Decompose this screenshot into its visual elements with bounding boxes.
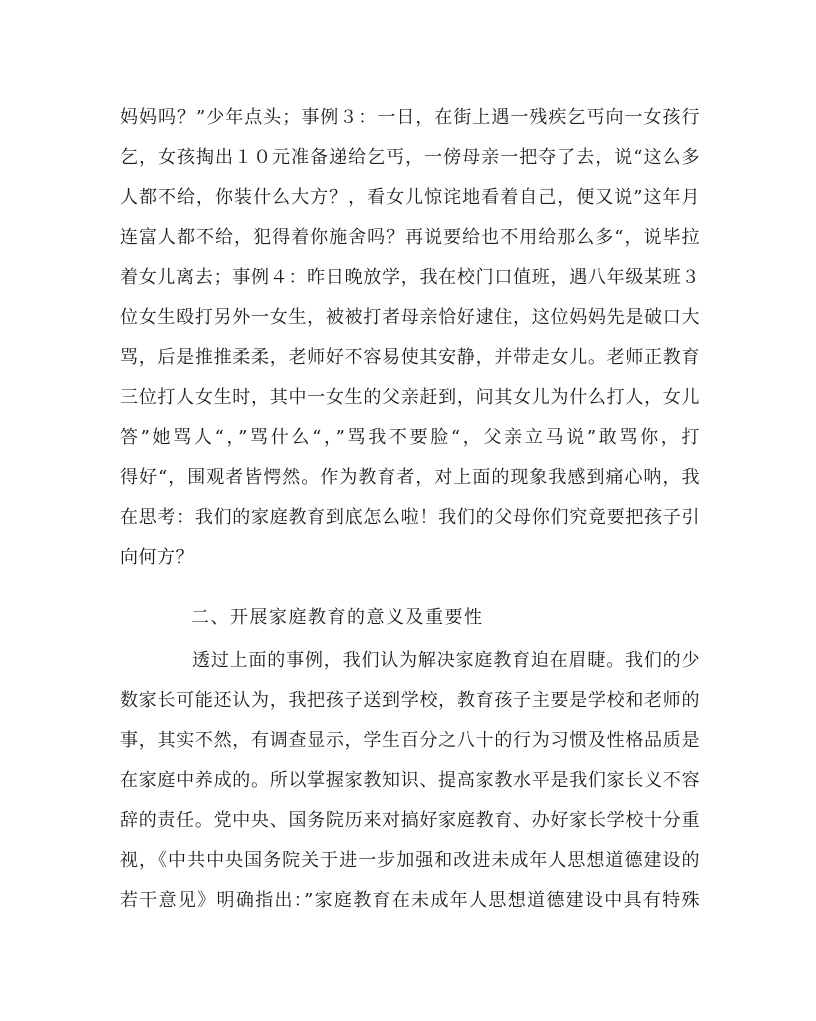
paragraph-1-line-9: 答”她骂人“，”骂什么“，”骂我不要脸“，父亲立马说”敢骂你，打	[120, 427, 700, 448]
paragraph-1-line-6: 位女生殴打另外一女生，被被打者母亲恰好逮住，这位妈妈先是破口大	[120, 307, 700, 328]
paragraph-1-line-11: 在思考：我们的家庭教育到底怎么啦！我们的父母你们究竟要把孩子引	[120, 507, 700, 528]
paragraph-2-line-3: 事，其实不然，有调查显示，学生百分之八十的行为习惯及性格品质是	[120, 730, 700, 751]
paragraph-1-line-4: 连富人都不给，犯得着你施舍吗？再说要给也不用给那么多“，说毕拉	[120, 227, 700, 248]
paragraph-1-line-12: 向何方？	[120, 547, 194, 568]
section-heading: 二、开展家庭教育的意义及重要性	[191, 607, 484, 628]
paragraph-2-line-1: 透过上面的事例，我们认为解决家庭教育迫在眉睫。我们的少	[192, 650, 700, 671]
paragraph-2-line-7: 若干意见》明确指出：”家庭教育在未成年人思想道德建设中具有特殊	[120, 890, 700, 911]
paragraph-1-line-3: 人都不给，你装什么大方？，看女儿惊诧地看着自己，便又说”这年月	[120, 187, 700, 208]
paragraph-2-line-6: 视，《中共中央国务院关于进一步加强和改进未成年人思想道德建设的	[120, 850, 700, 871]
paragraph-2-line-2: 数家长可能还认为，我把孩子送到学校，教育孩子主要是学校和老师的	[120, 690, 700, 711]
paragraph-1-line-7: 骂，后是推推柔柔，老师好不容易使其安静，并带走女儿。老师正教育	[120, 347, 700, 368]
paragraph-1-line-8: 三位打人女生时，其中一女生的父亲赶到，问其女儿为什么打人，女儿	[120, 387, 700, 408]
paragraph-1-line-1: 妈妈吗？”少年点头；事例３：一日，在街上遇一残疾乞丐向一女孩行	[120, 107, 700, 128]
paragraph-2-line-4: 在家庭中养成的。所以掌握家教知识、提高家教水平是我们家长义不容	[120, 770, 700, 791]
paragraph-2-line-5: 辞的责任。党中央、国务院历来对搞好家庭教育、办好家长学校十分重	[120, 810, 700, 831]
paragraph-1-line-10: 得好“，围观者皆愕然。作为教育者，对上面的现象我感到痛心呐，我	[120, 467, 700, 488]
paragraph-1-line-5: 着女儿离去；事例４：昨日晚放学，我在校门口值班，遇八年级某班３	[120, 267, 700, 288]
paragraph-1-line-2: 乞，女孩掏出１０元准备递给乞丐，一傍母亲一把夺了去，说“这么多	[120, 147, 700, 168]
